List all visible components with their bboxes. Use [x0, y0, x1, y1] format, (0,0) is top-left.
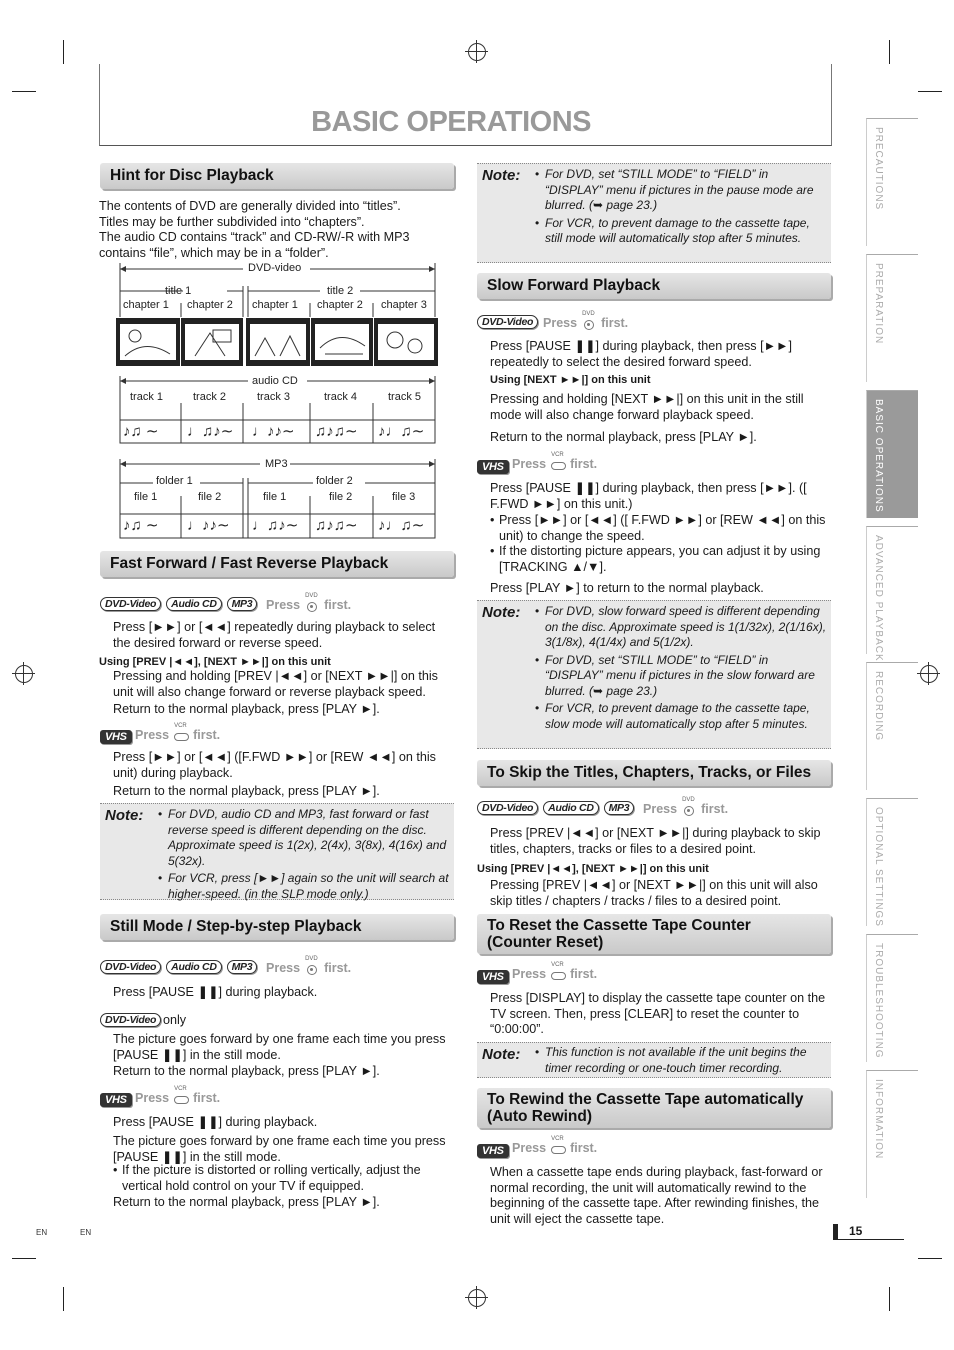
top-note: Note: • For DVD, set “STILL MODE” to “FIELD” in “DISPLAY” menu if pictures in the pause mode are blurred. (➥ page 23.) • For VCR, to prevent damage to the cassette tape, still mode will automatically stop after 5 minutes. [477, 163, 831, 263]
registration-mark-icon [920, 665, 938, 683]
ff-heading: Fast Forward / Fast Reverse Playback [100, 551, 454, 577]
still-heading: Still Mode / Step-by-step Playback [100, 914, 454, 940]
tab-advanced-playback[interactable]: ADVANCED PLAYBACK [866, 526, 918, 654]
skip-heading: To Skip the Titles, Chapters, Tracks, or Files [477, 760, 831, 786]
tab-preparation[interactable]: PREPARATION [866, 254, 918, 382]
ff-disc-badges: DVD-Video Audio CD MP3 [100, 594, 262, 612]
crop-mark [63, 1287, 64, 1311]
hint-heading: Hint for Disc Playback [100, 163, 454, 189]
crop-mark [12, 91, 36, 92]
tab-precautions[interactable]: PRECAUTIONS [866, 118, 918, 246]
tab-recording[interactable]: RECORDING [866, 662, 918, 790]
page-number: 15 [849, 1224, 863, 1238]
hint-text: The contents of DVD are generally divided into “titles”. Titles may be further subdivided into “chapters”. The audio CD contains “track” and CD-RW/-R with MP3 contains “file”, which may be in a “folder”. [99, 199, 410, 260]
crop-mark [12, 1258, 36, 1259]
crop-mark [889, 40, 890, 64]
tab-information[interactable]: INFORMATION [866, 1070, 918, 1198]
tab-troubleshooting[interactable]: TROUBLESHOOTING [866, 934, 918, 1062]
title-box [99, 64, 832, 146]
rewind-heading: To Rewind the Cassette Tape automatically (Auto Rewind) [477, 1088, 831, 1128]
registration-mark-icon [15, 665, 33, 683]
press-vcr-first: Press VCR first. [135, 722, 221, 742]
page-number-box [833, 1224, 904, 1240]
press-dvd-first: Press DVD first. [266, 592, 352, 612]
vhs-badge: VHS [100, 730, 132, 744]
crop-mark [918, 91, 942, 92]
reset-note: Note: • This function is not available if the unit begins the timer recording or one-touch timer recording. [477, 1042, 831, 1078]
page-title: BASIC OPERATIONS [311, 106, 591, 138]
crop-mark [63, 40, 64, 64]
ff-note: Note: • For DVD, audio CD and MP3, fast forward or fast reverse speed is different depending on the disc. Approximate speed is 1(2x), 2(4x), 3(8x), 4(16x) and 5(32x). • For VCR, press [►►] again so the unit will search at higher-speed. (in the SLP mode only.) [100, 803, 454, 900]
film-strip-frames [116, 318, 438, 366]
slow-heading: Slow Forward Playback [477, 273, 831, 299]
slow-note: Note: • For DVD, slow forward speed is different depending on the disc. Approximate speed is 1(1/32x), 2(1/16x), 3(1/8x), 4(1/4x) and 5(1/2x). • For DVD, set “STILL MODE” to “FIELD” in “DISPLAY” menu if pictures in the slow forward are blurred. (➥ page 23.) • For VCR, to prevent damage to the cassette tape, slow mode will automatically stop after 5 minutes. [477, 600, 831, 749]
tab-optional-settings[interactable]: OPTIONAL SETTINGS [866, 798, 918, 926]
crop-mark [918, 1258, 942, 1259]
registration-mark-icon [468, 43, 486, 61]
tab-basic-operations[interactable]: BASIC OPERATIONS [866, 390, 918, 518]
crop-mark [889, 1287, 890, 1311]
registration-mark-icon [468, 1289, 486, 1307]
reset-heading: To Reset the Cassette Tape Counter (Counter Reset) [477, 914, 831, 954]
